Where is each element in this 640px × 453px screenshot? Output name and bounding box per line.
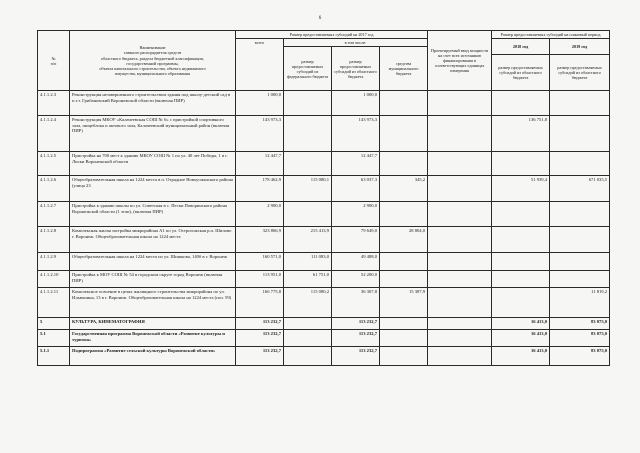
header-2018: 2018 год — [492, 39, 550, 55]
header-including: в том числе: — [284, 39, 428, 47]
cell-municipal: 345,2 — [380, 176, 428, 202]
table-row — [38, 253, 610, 271]
header-municipal: средства муниципального бюджета — [380, 47, 428, 91]
cell-number: 4.1.1.2.11 — [38, 288, 70, 318]
cell-total: 178 462,9 — [236, 176, 284, 202]
cell-name: Пристройка к МОУ СОШ № 54 в городском округе город Воронеж (включая ПИР) — [70, 271, 236, 288]
header-capacity: Проектируемый ввод мощности на счет всех источников финансирования в соответствующих единицах измерения — [428, 31, 492, 91]
header-2018-sub: размер предоставляемых субсидий из областного бюджета — [492, 55, 550, 91]
cell-total: 113 232,7 — [236, 347, 284, 366]
header-federal: размер предоставляемых субсидий из федерального бюджета — [284, 47, 332, 91]
subsidies-table — [37, 30, 610, 366]
cell-2018 — [492, 288, 550, 318]
page-number: 6 — [318, 16, 322, 21]
header-2019: 2019 год — [550, 39, 610, 55]
cell-municipal — [380, 202, 428, 227]
header-planned: Размер предоставляемых субсидий на плановый период — [492, 31, 610, 39]
cell-regional: 113 232,7 — [332, 330, 380, 347]
cell-2019 — [550, 271, 610, 288]
cell-capacity — [428, 288, 492, 318]
table-row — [38, 288, 610, 318]
cell-2018 — [492, 271, 550, 288]
header-regional: размер предоставляемых субсидий из областного бюджета — [332, 47, 380, 91]
table-row — [38, 152, 610, 176]
cell-name: Общеобразовательная школа на 1224 места по ул. Шишкова, 140б в г. Воронеж — [70, 253, 236, 271]
cell-capacity — [428, 152, 492, 176]
cell-name: Пристройка на 700 мест к зданию МКОУ СОШ № 1 по ул. 40 лет Победы, 1 в г. Лиски Воронежской области — [70, 152, 236, 176]
table-row — [38, 347, 610, 366]
cell-2019: 83 075,0 — [550, 330, 610, 347]
cell-2019 — [550, 227, 610, 253]
cell-total: 113 951,0 — [236, 271, 284, 288]
cell-regional: 2 900,0 — [332, 202, 380, 227]
cell-total: 12 447,7 — [236, 152, 284, 176]
cell-name: Реконструкция незавершенного строительством здания под школу-детский сад в п.г.т. Грибановский Воронежской области (включая ПИР) — [70, 91, 236, 116]
cell-number: 4.1.1.2.4 — [38, 116, 70, 152]
cell-number: 5.1.1 — [38, 347, 70, 366]
cell-regional: 1 000,0 — [332, 91, 380, 116]
header-2019-sub: размер предоставляемых субсидий из областного бюджета — [550, 55, 610, 91]
cell-total: 166 775,8 — [236, 288, 284, 318]
cell-total: 2 900,0 — [236, 202, 284, 227]
table-row — [38, 176, 610, 202]
cell-regional: 113 232,7 — [332, 318, 380, 330]
cell-2018: 16 413,0 — [492, 318, 550, 330]
cell-regional: 36 307,8 — [332, 288, 380, 318]
cell-2018: 16 413,0 — [492, 330, 550, 347]
cell-name: Подпрограмма «Развитие сельской культуры Воронежской области» — [70, 347, 236, 366]
table-row — [38, 271, 610, 288]
cell-2018 — [492, 253, 550, 271]
cell-regional: 79 649,0 — [332, 227, 380, 253]
cell-capacity — [428, 347, 492, 366]
cell-name: Реконструкция МКОУ «Калачеевская СОШ № 6» с пристройкой спортивного зала, пищеблока и актового зала, Калачеевский муниципальный район (включая ПИР) — [70, 116, 236, 152]
cell-number: 4.1.1.2.6 — [38, 176, 70, 202]
table-row — [38, 116, 610, 152]
cell-2018 — [492, 152, 550, 176]
cell-capacity — [428, 318, 492, 330]
cell-municipal — [380, 253, 428, 271]
cell-2019: 11 819,2 — [550, 288, 610, 318]
cell-2018: 136 751,8 — [492, 116, 550, 152]
cell-federal — [284, 116, 332, 152]
cell-regional: 12 447,7 — [332, 152, 380, 176]
cell-regional: 113 232,7 — [332, 347, 380, 366]
cell-capacity — [428, 227, 492, 253]
cell-municipal: 28 804,0 — [380, 227, 428, 253]
cell-municipal — [380, 271, 428, 288]
cell-name: Общеобразовательная школа на 1224 места в п. Отрадное Новоусманского района (улица 23 — [70, 176, 236, 202]
cell-regional: 52 200,0 — [332, 271, 380, 288]
table-row — [38, 330, 610, 347]
cell-regional: 143 973,3 — [332, 116, 380, 152]
table-row — [38, 202, 610, 227]
cell-number: 4.1.1.2.7 — [38, 202, 70, 227]
cell-capacity — [428, 91, 492, 116]
table-row — [38, 91, 610, 116]
cell-number: 4.1.1.2.3 — [38, 91, 70, 116]
cell-capacity — [428, 271, 492, 288]
cell-total: 1 000,0 — [236, 91, 284, 116]
cell-federal: 215 413,9 — [284, 227, 332, 253]
cell-2019: 83 075,0 — [550, 318, 610, 330]
cell-number: 4.1.1.2.10 — [38, 271, 70, 288]
cell-regional: 63 037,3 — [332, 176, 380, 202]
cell-capacity — [428, 202, 492, 227]
cell-federal — [284, 330, 332, 347]
cell-name: Комплексная жилая застройка микрорайона А1 по ул. Острогожская р.п. Шилово г. Воронеж. Общеобразовательная школа на 1224 места — [70, 227, 236, 253]
cell-federal — [284, 91, 332, 116]
cell-municipal — [380, 152, 428, 176]
cell-municipal — [380, 318, 428, 330]
cell-federal — [284, 318, 332, 330]
cell-federal: 115 080,1 — [284, 176, 332, 202]
cell-municipal — [380, 330, 428, 347]
cell-2018: 16 413,0 — [492, 347, 550, 366]
cell-2019 — [550, 116, 610, 152]
header-no: № п/п — [38, 31, 70, 91]
cell-number: 4.1.1.2.9 — [38, 253, 70, 271]
cell-2018: 51 939,4 — [492, 176, 550, 202]
cell-total: 160 571,0 — [236, 253, 284, 271]
cell-regional: 49 488,0 — [332, 253, 380, 271]
cell-name: КУЛЬТУРА, КИНЕМАТОГРАФИЯ — [70, 318, 236, 330]
cell-2018 — [492, 202, 550, 227]
cell-2019 — [550, 152, 610, 176]
table-body — [38, 91, 610, 366]
cell-2019 — [550, 202, 610, 227]
cell-total: 113 232,7 — [236, 330, 284, 347]
header-subsidies-2017: Размер предоставляемых субсидий на 2017 год — [236, 31, 428, 39]
cell-federal: 115 080,2 — [284, 288, 332, 318]
cell-2019: 671 035,5 — [550, 176, 610, 202]
cell-federal — [284, 202, 332, 227]
table-row — [38, 318, 610, 330]
cell-capacity — [428, 330, 492, 347]
cell-total: 323 866,9 — [236, 227, 284, 253]
cell-number: 4.1.1.2.5 — [38, 152, 70, 176]
cell-total: 143 973,3 — [236, 116, 284, 152]
cell-federal: 61 751,0 — [284, 271, 332, 288]
cell-2018 — [492, 91, 550, 116]
cell-name: Государственная программа Воронежской области «Развитие культуры и туризма» — [70, 330, 236, 347]
cell-capacity — [428, 116, 492, 152]
cell-number: 5.1 — [38, 330, 70, 347]
cell-number: 5 — [38, 318, 70, 330]
cell-2019: 83 075,0 — [550, 347, 610, 366]
cell-name: Комплексное освоение в целях жилищного строительства микрорайона по ул. Ильюшина, 13 в г. Воронеж. Общеобразовательная школа на 1224 места (поз. 59) — [70, 288, 236, 318]
cell-name: Пристройка к зданию школы по ул. Советская в с. Пески Поворинского района Воронежской области (1 этап), (включая ПИР) — [70, 202, 236, 227]
cell-2019 — [550, 253, 610, 271]
cell-federal: 111 083,0 — [284, 253, 332, 271]
cell-municipal — [380, 91, 428, 116]
cell-2018 — [492, 227, 550, 253]
cell-municipal — [380, 116, 428, 152]
cell-federal — [284, 152, 332, 176]
cell-municipal: 15 387,9 — [380, 288, 428, 318]
cell-number: 4.1.1.2.8 — [38, 227, 70, 253]
cell-2019 — [550, 91, 610, 116]
header-total: всего — [236, 39, 284, 91]
cell-total: 113 232,7 — [236, 318, 284, 330]
cell-capacity — [428, 253, 492, 271]
table-row — [38, 227, 610, 253]
cell-federal — [284, 347, 332, 366]
cell-municipal — [380, 347, 428, 366]
cell-capacity — [428, 176, 492, 202]
header-name: Наименование главного распорядителя средств областного бюджета, раздела бюджетной классификации, государственной программы, объекта капитального строительства, объекта недвижимого имущества, муниципального образования — [70, 31, 236, 91]
